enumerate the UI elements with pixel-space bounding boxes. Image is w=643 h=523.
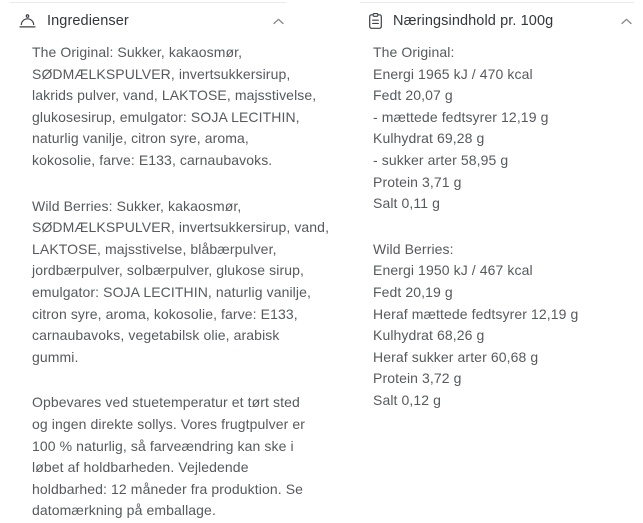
nutrition-text-line: Protein 3,72 g: [373, 370, 462, 387]
nutrition-text-line: Energi 1965 kJ / 470 kcal: [373, 65, 533, 82]
ingredient-text-line: lakrids pulver, vand, LAKTOSE, majsstivelse,: [32, 87, 317, 104]
ingredient-text-line: løbet af holdbarheden. Vejledende: [32, 459, 249, 476]
ingredient-text-line: gummi.: [32, 348, 79, 365]
nutrition-body: [360, 42, 634, 412]
ingredient-text-line: carnaubavoks, vegetabilsk olie, arabisk: [32, 327, 280, 344]
ingredient-text-line: SØDMÆLKSPULVER, invertsukkersirup,: [32, 65, 291, 82]
ingredient-text-line: LAKTOSE, majsstivelse, blåbærpulver,: [32, 240, 277, 257]
nutrition-text-line: Fedt 20,19 g: [373, 283, 453, 300]
nutrition-text-line: Fedt 20,07 g: [373, 87, 453, 104]
nutrition-text-line: Heraf mættede fedtsyrer 12,19 g: [373, 305, 579, 322]
ingredient-text-line: og ingen direkte sollys. Vores frugtpulver er: [32, 415, 305, 432]
ingredients-paragraph-wild-berries: [32, 196, 330, 369]
ingredient-text-line: datomærkning på emballage.: [32, 502, 216, 519]
nutrition-block-wild-berries: [373, 239, 634, 412]
ingredient-text-line: Opbevares ved stuetemperatur et tørt sted: [32, 394, 300, 411]
ingredients-paragraph-original: [32, 42, 317, 172]
nutrition-accordion-header[interactable]: [360, 3, 634, 29]
ingredient-text-line: naturlig vanilje, citron syre, aroma,: [32, 130, 249, 147]
nutrition-text-line: Salt 0,11 g: [373, 195, 440, 212]
ingredient-text-line: jordbærpulver, solbærpulver, glukose sirup,: [32, 262, 304, 279]
ingredient-text-line: kokosolie, farve: E133, carnaubavoks.: [32, 151, 273, 168]
nutrition-text-line: Protein 3,71 g: [373, 173, 462, 190]
nutrition-variant-label: Wild Berries:: [373, 240, 454, 257]
ingredient-text-line: 100 % naturlig, så farveændring kan ske i: [32, 437, 294, 454]
cloche-icon: [19, 14, 36, 29]
nutrition-variant-label: The Original:: [373, 44, 455, 60]
ingredients-accordion-header[interactable]: [10, 3, 286, 29]
nutrition-section: [360, 2, 634, 436]
ingredients-section: [10, 2, 330, 523]
ingredient-text-line: SØDMÆLKSPULVER, invertsukkersirup, vand,: [32, 219, 330, 236]
nutrition-text-line: Energi 1950 kJ / 467 kcal: [373, 262, 533, 279]
nutrition-block-original: [373, 42, 634, 215]
ingredient-text-line: citron syre, aroma, kokosolie, farve: E133,: [32, 305, 298, 322]
ingredient-text-line: holdbarhed: 12 måneder fra produktion. Se: [32, 480, 304, 497]
ingredients-body: [10, 42, 330, 522]
nutrition-text-line: Heraf sukker arter 60,68 g: [373, 348, 539, 365]
ingredient-text-line: Wild Berries: Sukker, kakaosmør,: [32, 197, 242, 214]
clipboard-icon: [369, 13, 382, 29]
ingredient-text-line: The Original: Sukker, kakaosmør,: [32, 44, 243, 60]
ingredient-text-line: glukosesirup, emulgator: SOJA LECITHIN,: [32, 108, 300, 125]
chevron-up-icon[interactable]: [273, 18, 284, 25]
ingredient-text-line: emulgator: SOJA LECITHIN, naturlig vanilje,: [32, 283, 311, 300]
nutrition-text-line: Kulhydrat 68,26 g: [373, 327, 485, 344]
ingredients-paragraph-storage: [32, 392, 305, 522]
nutrition-text-line: Salt 0,12 g: [373, 391, 442, 408]
ingredients-title: Ingredienser: [47, 13, 129, 29]
nutrition-title: Næringsindhold pr. 100g: [393, 13, 554, 29]
nutrition-text-line: - mættede fedtsyrer 12,19 g: [373, 108, 549, 125]
nutrition-text-line: - sukker arter 58,95 g: [373, 151, 509, 168]
chevron-up-icon[interactable]: [621, 18, 632, 25]
nutrition-text-line: Kulhydrat 69,28 g: [373, 130, 485, 147]
